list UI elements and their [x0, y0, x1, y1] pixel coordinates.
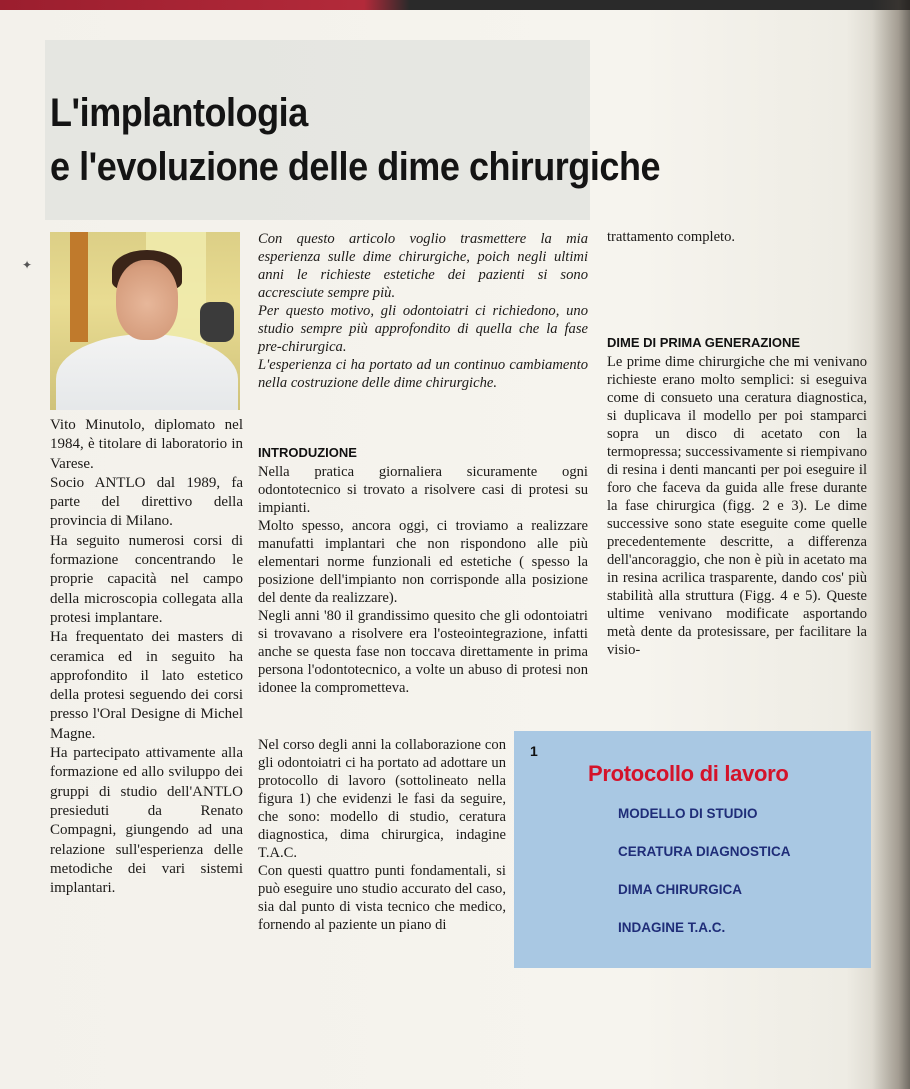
article-intro — [258, 230, 588, 392]
protocol-step: CERATURA DIAGNOSTICA — [618, 844, 791, 859]
figure-number: 1 — [530, 743, 538, 759]
intro-paragraph: Con questo articolo voglio trasmettere la mia esperienza sulle dime chirurgiche, poich negli ultimi anni le richieste estetiche dei pazienti si sono accresciute sempre più. — [258, 231, 588, 301]
author-bio — [50, 416, 243, 898]
title-line-2: e l'evoluzione delle dime chirurgiche — [50, 145, 661, 189]
intro-paragraph: Per questo motivo, gli odontoiatri ci richiedono, uno studio sempre più approfondito di quella che la fase pre-chirurgica. — [258, 303, 588, 355]
column-continuation — [607, 228, 867, 246]
introduzione-continued — [258, 736, 506, 934]
microscope-icon — [200, 302, 234, 342]
protocol-step: DIMA CHIRURGICA — [618, 882, 742, 897]
figure-title: Protocollo di lavoro — [588, 761, 789, 786]
bio-paragraph: Socio ANTLO dal 1989, fa parte del direttivo della provincia di Milano. — [50, 474, 243, 530]
page-spine-shadow — [872, 0, 910, 1089]
page-top-edge — [0, 0, 910, 10]
bio-paragraph: Ha frequentato dei masters di ceramica ed in seguito ha approfondito il lato estetico della protesi seguendo dei corsi presso l'Oral Designe di Michel Magne. — [50, 629, 243, 742]
author-portrait-image — [50, 232, 240, 410]
body-paragraph: Nella pratica giornaliera sicuramente ogni odontotecnico si trovato a risolvere casi di protesi su impianti. — [258, 464, 588, 516]
section-heading-introduzione: INTRODUZIONE — [258, 445, 357, 460]
body-paragraph: Molto spesso, ancora oggi, ci troviamo a realizzare manufatti implantari che non rispondono alle più elementari norme funzionali ed estetiche ( spesso la posizione dell'impianto non corrisponde alla posizione del dente da realizzare). — [258, 518, 588, 606]
bio-paragraph: Vito Minutolo, diplomato nel 1984, è titolare di laboratorio in Varese. — [50, 417, 243, 472]
protocol-step: INDAGINE T.A.C. — [618, 920, 726, 935]
intro-paragraph: L'esperienza ci ha portato ad un continuo cambiamento nella costruzione delle dime chirurgiche. — [258, 357, 588, 391]
article-title — [50, 86, 770, 194]
title-line-1: L'implantologia — [50, 91, 308, 135]
body-paragraph: Le prime dime chirurgiche che mi venivano richieste erano molto semplici: si eseguiva come di consueto una ceratura diagnostica, si duplicava il modello per poi stamparci sopra un disco di acetato con la termopressa; successivamente si riempivano di resina i denti mancanti per poi eseguire il foro che faceva da guida alle frese durante la fase chirurgica (figg. 2 e 3). Le dime successive sono state eseguite come quelle precedentemente descritte, a differenza dell'ancoraggio, che non è più in acetato ma in resina acrilica trasparente, dando cos' più stabilità alla struttura (Figg. 4 e 5). Queste ultime venivano modificate asportando metà dente da protesissare, per facilitare la visio- — [607, 354, 867, 658]
bio-paragraph: Ha partecipato attivamente alla formazione ed allo sviluppo dei gruppi di studio dell'ANTLO presieduti da Renato Compagni, giungendo ad una relazione sull'esperienza delle metodiche dei vari sistemi implantari. — [50, 745, 243, 897]
bio-paragraph: Ha seguito numerosi corsi di formazione concentrando le proprie capacità nel campo della microscopia collegata alla protesi implantare. — [50, 532, 243, 626]
protocol-step: MODELLO DI STUDIO — [618, 806, 758, 821]
body-paragraph: trattamento completo. — [607, 229, 736, 245]
protocol-list — [618, 805, 791, 957]
introduzione-section — [258, 444, 588, 697]
margin-mark: ✦ — [22, 258, 33, 272]
dime-prima-section — [607, 334, 867, 659]
body-paragraph: Con questi quattro punti fondamentali, si può eseguire uno studio accurato del caso, sia dal punto di vista tecnico che medico, fornendo al paziente un piano di — [258, 863, 506, 933]
body-paragraph: Nel corso degli anni la collaborazione con gli odontoiatri ci ha portato ad adottare un protocollo di lavoro (sottolineato nella figura 1) che evidenzi le fasi da seguire, che sono: modello di studio, ceratura diagnostica, dima chirurgica, indagine T.A.C. — [258, 737, 506, 861]
body-paragraph: Negli anni '80 il grandissimo quesito che gli odontoiatri si trovavano a risolvere era l'osteointegrazione, infatti anche se questa fase non toccava direttamente in prima persona l'odontotecnico, a volte un abuso di protesi non idonee la comprometteva. — [258, 608, 588, 696]
figure-1-protocol-box — [514, 731, 871, 968]
section-heading-dime-prima: DIME DI PRIMA GENERAZIONE — [607, 335, 801, 350]
